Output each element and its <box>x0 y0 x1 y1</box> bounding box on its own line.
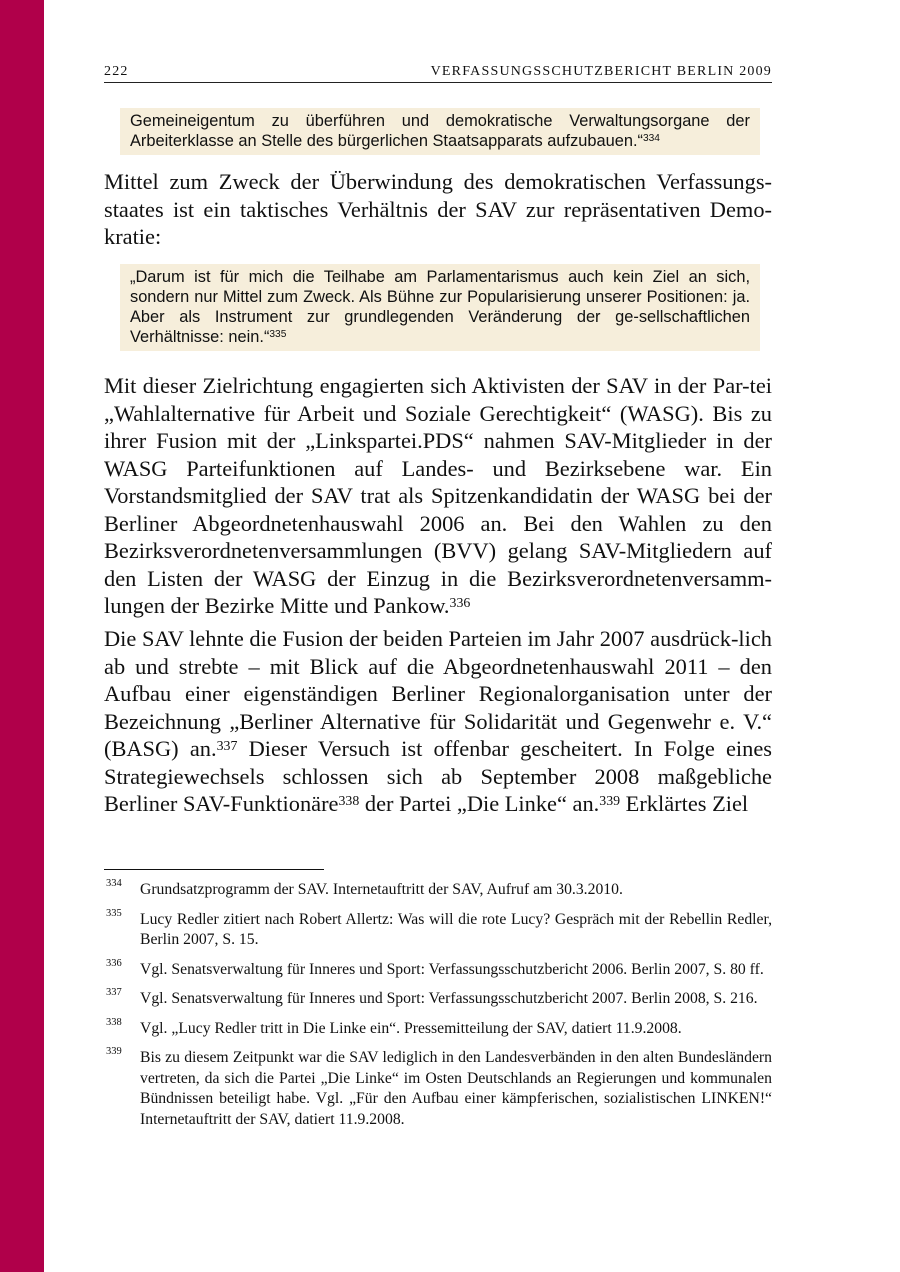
footnote-number: 339 <box>106 1046 122 1057</box>
footnote-335 <box>104 907 772 951</box>
paragraph-text: der Partei „Die Linke“ an. <box>359 791 600 816</box>
footnote-ref-336[interactable]: 336 <box>449 595 471 611</box>
footnote-text: Vgl. Senatsverwaltung für Inneres und Sport: Verfassungsschutzbericht 2007. Berlin 2008, S. 216. <box>140 990 758 1007</box>
footnote-ref-337[interactable]: 337 <box>216 738 238 754</box>
footnotes <box>104 880 772 1139</box>
paragraph-text: Mit dieser Zielrichtung engagierten sich Aktivisten der SAV in der Par-tei „Wahlalternative für Arbeit und Soziale Gerechtigkeit“ (WASG). Bis zu ihrer Fusion mit der „Linkspartei.PDS“ nahmen SAV-Mitglieder in der WASG Parteifunktionen auf Landes- und Bezirksebene war. Ein Vorstandsmitglied der SAV trat als Spitzenkandidatin der WASG bei der Berliner Abgeordnetenhauswahl 2006 an. Bei den Wahlen zu den Bezirksverordnetenversammlungen (BVV) gelang SAV-Mitgliedern auf den Listen der WASG der Einzug in die Bezirksverordnetenversamm-lungen der Bezirke Mitte und Pankow. <box>104 373 772 618</box>
footnote-text: Vgl. „Lucy Redler tritt in Die Linke ein“. Pressemitteilung der SAV, datiert 11.9.2008. <box>140 1019 682 1037</box>
quote-block-335 <box>120 264 760 351</box>
running-header <box>104 64 772 83</box>
footnote-ref-335[interactable]: 335 <box>269 329 287 341</box>
footnote-ref-338[interactable]: 338 <box>338 793 360 809</box>
footnote-number: 334 <box>106 878 122 889</box>
quote-text: „Darum ist für mich die Teilhabe am Parlamentarismus auch kein Ziel an sich, sondern nur Mittel zum Zweck. Als Bühne zur Popularisierung unserer Positionen: ja. Aber als Instrument zur grundlegenden Veränderung der ge-sellschaftlichen Verhältnisse: nein.“ <box>130 268 750 346</box>
paragraph-basg <box>104 625 772 818</box>
footnote-text: Bis zu diesem Zeitpunkt war die SAV lediglich in den Landesverbänden in den alten Bundesländern vertreten, da sich die Partei „Die Linke“ im Osten Deutschlands an Regierungen und kommunalen Bündnissen beteiligt habe. Vgl. „Für den Aufbau einer kämpferischen, sozialistischen LINKEN!“ Internetauftritt der SAV, datiert 11.9.2008. <box>140 1049 772 1128</box>
paragraph-wasg <box>104 372 772 620</box>
footnote-number: 336 <box>106 957 122 969</box>
footnote-text: Vgl. Senatsverwaltung für Inneres und Sport: Verfassungsschutzbericht 2006. Berlin 2007, S. 80 ff. <box>140 960 764 978</box>
running-title: VERFASSUNGSSCHUTZBERICHT BERLIN 2009 <box>430 64 772 79</box>
footnote-number: 337 <box>106 987 122 998</box>
footnote-337 <box>104 989 772 1010</box>
paragraph-text: Erklärtes Ziel <box>620 791 749 816</box>
footnote-text: Grundsatzprogramm der SAV. Internetauftritt der SAV, Aufruf am 30.3.2010. <box>140 881 623 898</box>
quote-text: Gemeineigentum zu überführen und demokratische Verwaltungsorgane der Arbeiterklasse an Stelle des bürgerlichen Staatsapparats aufzubauen.“ <box>130 112 750 150</box>
paragraph-means-to-end: Mittel zum Zweck der Überwindung des demokratischen Verfassungs-staates ist ein taktisches Verhältnis der SAV zur repräsentativen Demo-kratie: <box>104 169 772 249</box>
footnote-ref-339[interactable]: 339 <box>599 793 621 809</box>
footnote-separator <box>104 869 324 870</box>
quote-block-334 <box>120 108 760 155</box>
page-edge-band <box>0 0 44 1272</box>
footnote-text: Lucy Redler zitiert nach Robert Allertz: Was will die rote Lucy? Gespräch mit der Rebellin Redler, Berlin 2007, S. 15. <box>140 910 772 948</box>
footnote-number: 338 <box>106 1016 122 1028</box>
footnote-ref-334[interactable]: 334 <box>642 133 660 145</box>
page-number: 222 <box>104 64 129 79</box>
footnote-number: 335 <box>106 907 122 919</box>
footnote-334 <box>104 880 772 901</box>
paragraph-text: Dieser Versuch ist offenbar gescheitert. In Folge eines Strategiewechsels schlossen sich ab September 2008 maßgebliche Berliner SAV-Funktionäre <box>104 736 773 816</box>
paragraph-text: Die SAV lehnte die Fusion der beiden Parteien im Jahr 2007 ausdrück-lich ab und strebte – mit Blick auf die Abgeordnetenhauswahl 2011 – den Aufbau einer eigenständigen Berliner Regionalorganisation unter der Bezeichnung „Berliner Alternative für Solidarität und Gegenwehr e. V.“ (BASG) an. <box>104 626 772 761</box>
footnote-339 <box>104 1048 772 1130</box>
footnote-338 <box>104 1016 772 1040</box>
footnote-336 <box>104 957 772 981</box>
